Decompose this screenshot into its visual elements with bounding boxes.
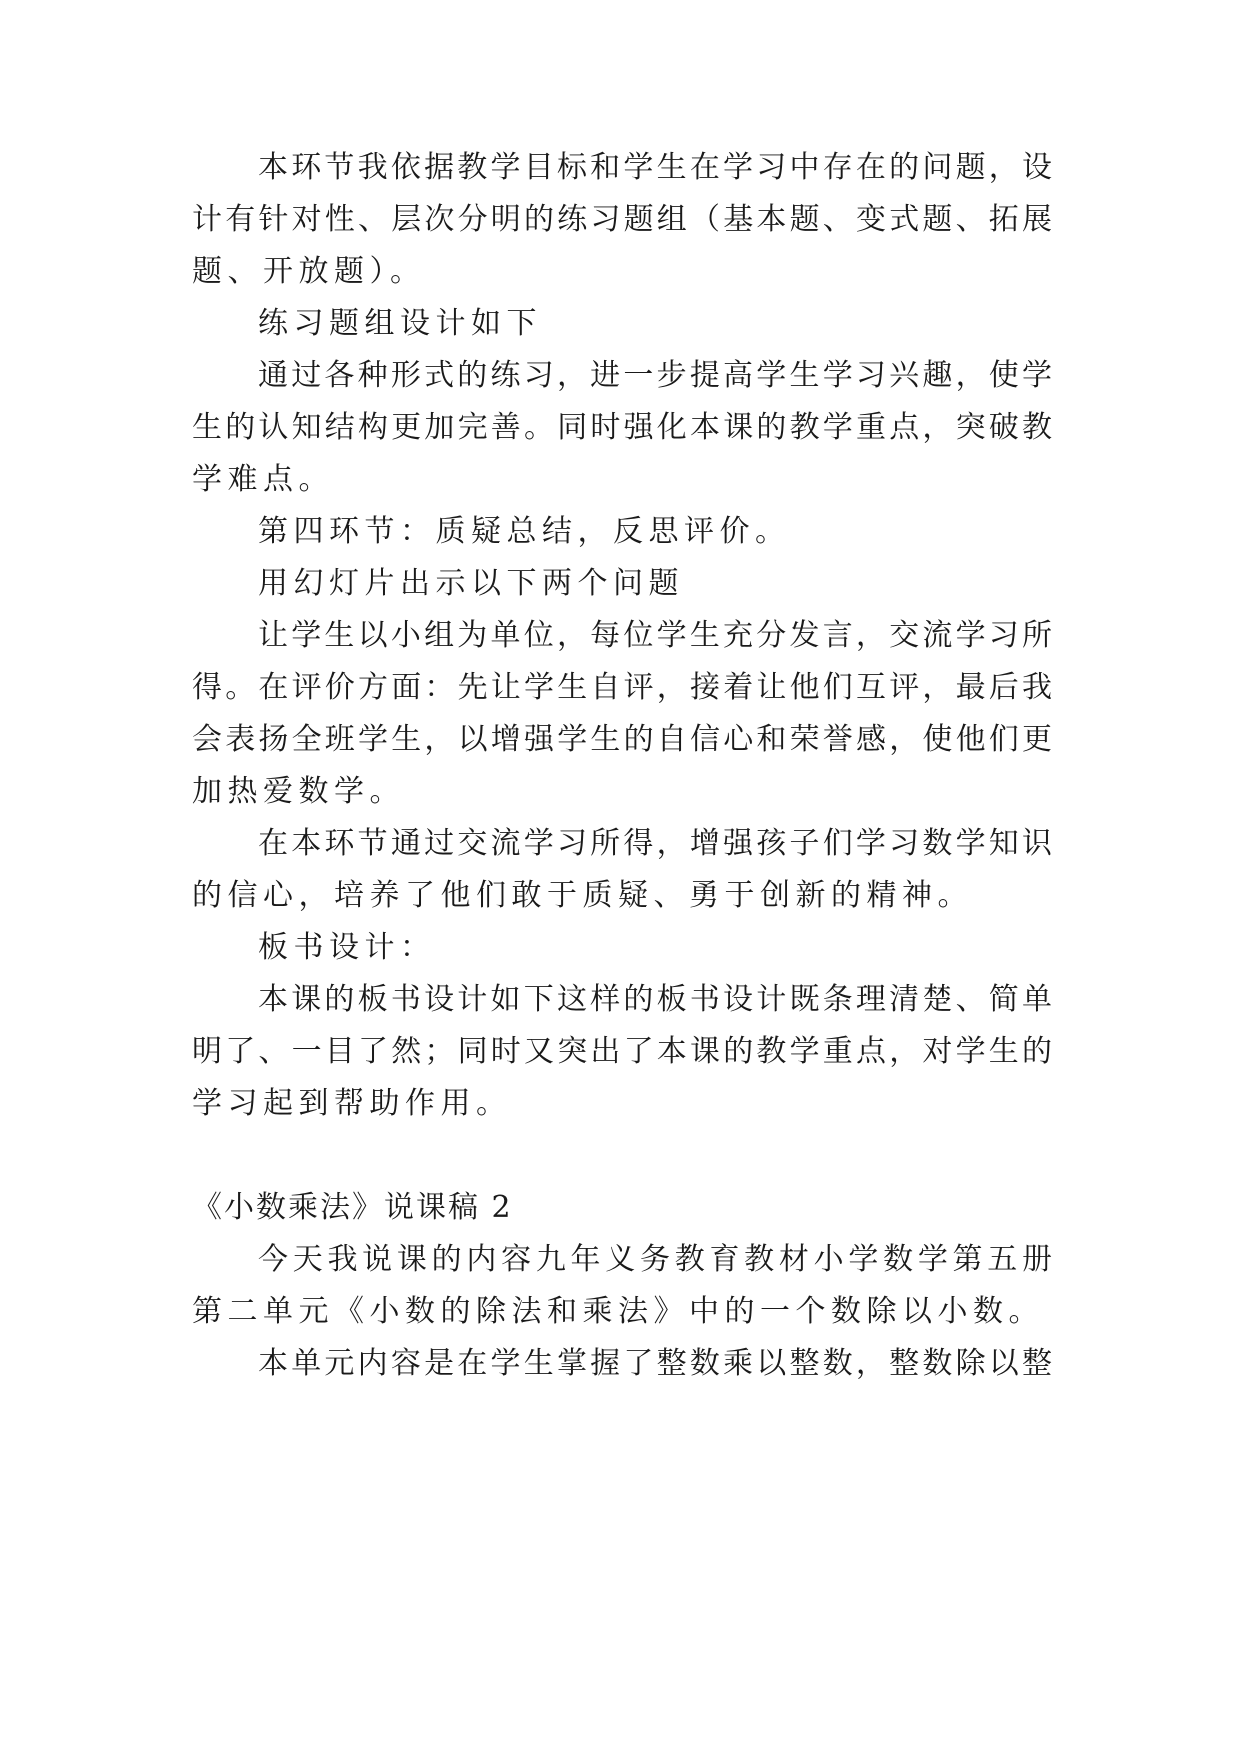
paragraph-line: 的信心，培养了他们敢于质疑、勇于创新的精神。	[192, 878, 973, 913]
paragraph-line: 题、开放题）。	[192, 254, 426, 289]
paragraph-line: 本课的板书设计如下这样的板书设计既条理清楚、简单	[258, 982, 1052, 1017]
paragraph-line: 本单元内容是在学生掌握了整数乘以整数，整数除以整	[258, 1346, 1052, 1381]
section-heading: 第四环节：质疑总结，反思评价。	[258, 514, 791, 549]
paragraph-line: 明了、一目了然；同时又突出了本课的教学重点，对学生的	[192, 1034, 1052, 1069]
paragraph-line: 学习起到帮助作用。	[192, 1086, 512, 1121]
paragraph-line: 第二单元《小数的除法和乘法》中的一个数除以小数。	[192, 1294, 1044, 1329]
paragraph-line: 学难点。	[192, 462, 334, 497]
paragraph-line: 用幻灯片出示以下两个问题	[258, 566, 684, 601]
paragraph-line: 通过各种形式的练习，进一步提高学生学习兴趣，使学	[258, 358, 1052, 393]
paragraph-line: 会表扬全班学生，以增强学生的自信心和荣誉感，使他们更	[192, 722, 1052, 757]
document-title: 《小数乘法》说课稿 2	[192, 1190, 513, 1225]
paragraph-line: 在本环节通过交流学习所得，增强孩子们学习数学知识	[258, 826, 1052, 861]
paragraph-line: 生的认知结构更加完善。同时强化本课的教学重点，突破教	[192, 410, 1052, 445]
paragraph-line: 本环节我依据教学目标和学生在学习中存在的问题，设	[258, 150, 1052, 185]
section-heading: 板书设计：	[258, 930, 436, 965]
paragraph-line: 让学生以小组为单位，每位学生充分发言，交流学习所	[258, 618, 1052, 653]
paragraph-line: 今天我说课的内容九年义务教育教材小学数学第五册	[258, 1242, 1052, 1277]
paragraph-line: 计有针对性、层次分明的练习题组（基本题、变式题、拓展	[192, 202, 1052, 237]
paragraph-line: 练习题组设计如下	[258, 306, 542, 341]
paragraph-line: 加热爱数学。	[192, 774, 405, 809]
paragraph-line: 得。在评价方面：先让学生自评，接着让他们互评，最后我	[192, 670, 1052, 705]
